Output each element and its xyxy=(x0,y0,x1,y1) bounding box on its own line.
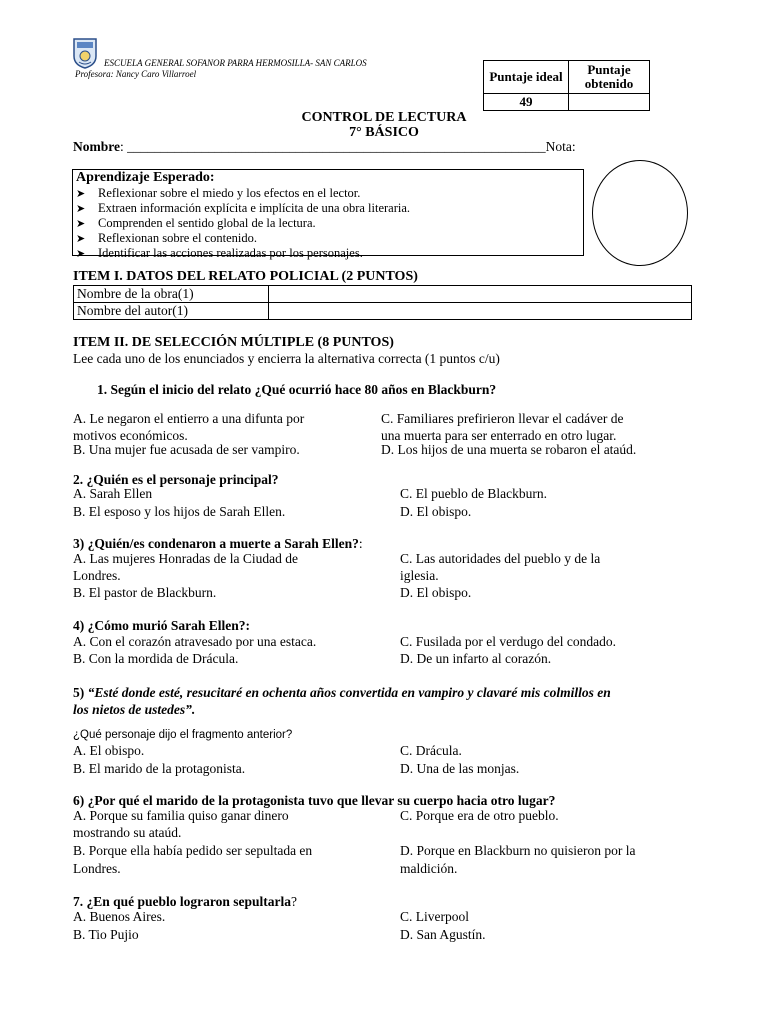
q2-option-d[interactable]: D. El obispo. xyxy=(400,504,472,519)
q1-option-b[interactable]: B. Una mujer fue acusada de ser vampiro. xyxy=(73,442,300,457)
q7-option-b[interactable]: B. Tio Pujio xyxy=(73,927,139,942)
question-2: 2. ¿Quién es el personaje principal? xyxy=(73,472,279,487)
q5-option-b[interactable]: B. El marido de la protagonista. xyxy=(73,761,246,776)
page-title: CONTROL DE LECTURA xyxy=(301,110,467,125)
arrow-bullet-icon: ➤ xyxy=(76,247,86,260)
q7-option-c[interactable]: C. Liverpool xyxy=(400,909,469,924)
nota-label: Nota: xyxy=(545,139,576,154)
work-title-field[interactable] xyxy=(269,286,692,303)
story-data-table xyxy=(73,285,692,320)
q5-option-d[interactable]: D. Una de las monjas. xyxy=(400,761,520,776)
nombre-label: Nombre xyxy=(73,139,120,154)
q6-option-b[interactable]: B. Porque ella había pedido ser sepultada en Londres. xyxy=(73,843,313,876)
q3-option-b[interactable]: B. El pastor de Blackburn. xyxy=(73,585,217,600)
school-crest-icon xyxy=(73,38,97,69)
q5-option-a[interactable]: A. El obispo. xyxy=(73,743,145,758)
score-table xyxy=(483,60,650,111)
item2-heading: ITEM II. DE SELECCIÓN MÚLTIPLE (8 PUNTOS) xyxy=(73,335,394,350)
question-3: 3) ¿Quién/es condenaron a muerte a Sarah Ellen?: xyxy=(73,536,363,551)
learning-objectives-heading: Aprendizaje Esperado: xyxy=(76,170,215,185)
q7-option-d[interactable]: D. San Agustín. xyxy=(400,927,486,942)
author-label: Nombre del autor(1) xyxy=(74,303,269,320)
school-logo xyxy=(73,38,97,69)
school-name: ESCUELA GENERAL SOFANOR PARRA HERMOSILLA- SAN CARLOS xyxy=(104,58,367,68)
q6-option-a[interactable]: A. Porque su familia quiso ganar dinero mostrando su ataúd. xyxy=(73,808,289,840)
question-5-prompt: ¿Qué personaje dijo el fragmento anterior? xyxy=(73,729,293,741)
arrow-bullet-icon: ➤ xyxy=(76,217,86,230)
q3-option-d[interactable]: D. El obispo. xyxy=(400,585,472,600)
arrow-bullet-icon: ➤ xyxy=(76,232,86,245)
q4-option-b[interactable]: B. Con la mordida de Drácula. xyxy=(73,651,239,666)
q2-option-c[interactable]: C. El pueblo de Blackburn. xyxy=(400,486,547,501)
question-1: 1. Según el inicio del relato ¿Qué ocurrió hace 80 años en Blackburn? xyxy=(97,382,497,397)
objective-item: ➤ Reflexionar sobre el miedo y los efectos en el lector. xyxy=(76,186,361,200)
q1-option-a[interactable]: A. Le negaron el entierro a una difunta por motivos económicos. xyxy=(73,411,305,443)
learning-objectives-box xyxy=(72,169,584,260)
page-subtitle: 7° BÁSICO xyxy=(349,125,419,140)
work-title-label: Nombre de la obra(1) xyxy=(74,286,269,303)
q5-option-c[interactable]: C. Drácula. xyxy=(400,743,462,758)
q2-option-a[interactable]: A. Sarah Ellen xyxy=(73,486,153,501)
score-obtained-value[interactable] xyxy=(569,94,650,111)
score-ideal-label: Puntaje ideal xyxy=(484,61,569,94)
q1-option-c[interactable]: C. Familiares prefirieron llevar el cadáver de una muerta para ser enterrado en otro lugar. xyxy=(381,411,624,443)
item1-heading: ITEM I. DATOS DEL RELATO POLICIAL (2 PUNTOS) xyxy=(73,269,418,284)
question-5: 5) “Esté donde esté, resucitaré en ochenta años convertida en vampiro y clavaré mis colmillos en los nietos de ustedes”. xyxy=(73,685,611,717)
objective-item: ➤ Reflexionan sobre el contenido. xyxy=(76,231,257,245)
q2-option-b[interactable]: B. El esposo y los hijos de Sarah Ellen. xyxy=(73,504,286,519)
q4-option-a[interactable]: A. Con el corazón atravesado por una estaca. xyxy=(73,634,317,649)
q6-option-c[interactable]: C. Porque era de otro pueblo. xyxy=(400,808,559,823)
author-field[interactable] xyxy=(269,303,692,320)
q3-option-c[interactable]: C. Las autoridades del pueblo y de la iglesia. xyxy=(400,551,601,583)
nombre-line xyxy=(73,139,576,155)
q7-option-a[interactable]: A. Buenos Aires. xyxy=(73,909,166,924)
nombre-field[interactable]: : ______________________________________________________________ xyxy=(120,139,546,154)
q6-option-d[interactable]: D. Porque en Blackburn no quisieron por la maldición. xyxy=(400,843,636,876)
score-ideal-value: 49 xyxy=(484,94,569,111)
question-6: 6) ¿Por qué el marido de la protagonista tuvo que llevar su cuerpo hacia otro lugar? xyxy=(73,793,556,808)
q4-option-c[interactable]: C. Fusilada por el verdugo del condado. xyxy=(400,634,616,649)
score-obtained-label: Puntaje obtenido xyxy=(569,61,650,94)
objective-item: ➤ Identificar las acciones realizadas por los personajes. xyxy=(76,246,363,260)
teacher-name: Profesora: Nancy Caro Villarroel xyxy=(75,69,197,79)
item2-instruction: Lee cada uno de los enunciados y encierra la alternativa correcta (1 puntos c/u) xyxy=(73,351,500,366)
objective-item: ➤ Extraen información explícita e implícita de una obra literaria. xyxy=(76,201,411,215)
question-7: 7. ¿En qué pueblo lograron sepultarla? xyxy=(73,894,298,909)
grade-oval[interactable] xyxy=(592,160,688,266)
q1-option-d[interactable]: D. Los hijos de una muerta se robaron el ataúd. xyxy=(381,442,637,457)
q3-option-a[interactable]: A. Las mujeres Honradas de la Ciudad de Londres. xyxy=(73,551,298,583)
objective-item: ➤ Comprenden el sentido global de la lectura. xyxy=(76,216,316,230)
question-4: 4) ¿Cómo murió Sarah Ellen?: xyxy=(73,618,250,633)
q4-option-d[interactable]: D. De un infarto al corazón. xyxy=(400,651,552,666)
arrow-bullet-icon: ➤ xyxy=(76,202,86,215)
arrow-bullet-icon: ➤ xyxy=(76,187,86,200)
